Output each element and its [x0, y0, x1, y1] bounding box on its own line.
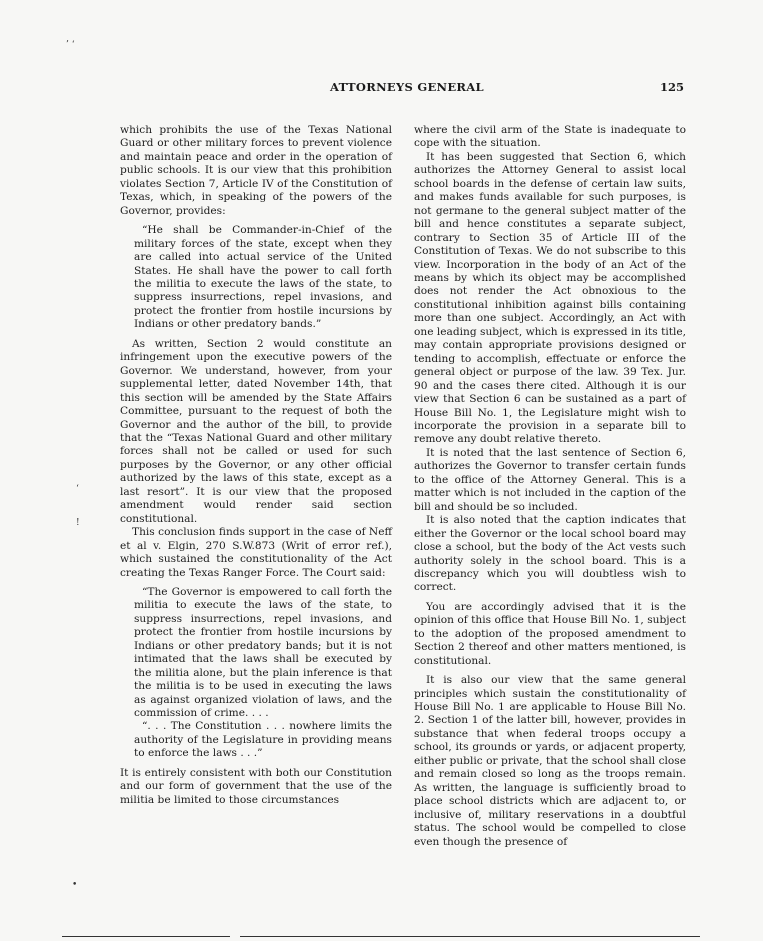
right-paragraph-4: It is also noted that the caption indicates that either the Governor or the local school board may close a school, but the body of the Act vests such authority solely in the school board. This is a discrepancy which you will doubtless wish to correct. [414, 514, 686, 594]
right-paragraph-3: It is noted that the last sentence of Section 6, authorizes the Governor to transfer certain funds to the office of the Attorney General. This is a matter which is not included in the caption of the bill and should be so included. [414, 446, 686, 513]
left-paragraph-4: It is entirely consistent with both our Constitution and our form of government that the use of the militia be limited to those circumstances [120, 766, 392, 806]
margin-mark-1: ‘ [76, 484, 79, 494]
corner-mark: ’ ‘ [66, 40, 75, 50]
left-column [120, 124, 392, 807]
margin-mark-2: ! [76, 518, 80, 528]
constitution-quote [134, 224, 392, 332]
right-paragraph-6: It is also our view that the same general principles which sustain the constitutionality of House Bill No. 1 are applicable to House Bill No. 2. Section 1 of the latter bill, however, provides in substance that when federal troops occupy a school, its grounds or yards, or adjacent property, either public or private, that the school shall close and remain closed so long as the troops remain. As written, the language is sufficiently broad to place school districts which are adjacent to, or inclusive of, military reservations in a doubtful status. The school would be compelled to close even though the presence of [414, 674, 686, 848]
left-paragraph-3: This conclusion finds support in the case of Neff et al v. Elgin, 270 S.W.873 (Writ of error ref.), which sustained the constitutionality of the Act creating the Texas Ranger Force. The Court said: [120, 526, 392, 579]
left-quote-1: “He shall be Commander-in-Chief of the military forces of the state, except when they are called into actual service of the United States. He shall have the power to call forth the militia to execute the laws of the state, to suppress insurrections, repel invasions, and protect the frontier from hostile incursions by Indians or other predatory bands.” [134, 224, 392, 331]
bottom-rule-left [62, 936, 230, 937]
margin-mark-3: • [72, 880, 78, 890]
left-paragraph-1: which prohibits the use of the Texas National Guard or other military forces to prevent violence and maintain peace and order in the operation of public schools. It is our view that this prohibition violates Section 7, Article IV of the Constitution of Texas, which, in speaking of the powers of the Governor, provides: [120, 124, 392, 217]
header-title: ATTORNEYS GENERAL [330, 80, 484, 94]
left-quote-3: “. . . The Constitution . . . nowhere limits the authority of the Legislature in providing means to enforce the laws . . .” [134, 720, 392, 760]
left-paragraph-2: As written, Section 2 would constitute an infringement upon the executive powers of the Governor. We understand, however, from your supplemental letter, dated November 14th, that this section will be amended by the State Affairs Committee, pursuant to the request of both the Governor and the author of the bill, to provide that the “Texas National Guard and other military forces shall not be called or used for such purposes by the Governor, or any other official authorized by the laws of this state, except as a last resort”. It is our view that the proposed amendment would render said section constitutional. [120, 337, 392, 525]
right-paragraph-2: It has been suggested that Section 6, which authorizes the Attorney General to assist local school boards in the defense of certain law suits, and makes funds available for such purposes, is not germane to the general subject matter of the bill and hence constitutes a separate subject, contrary to Section 35 of Article III of the Constitution of Texas. We do not subscribe to this view. Incorporation in the body of an Act of the means by which its object may be accomplished does not render the Act obnoxious to the constitutional inhibition against bills containing more than one subject. Accordingly, an Act with one leading subject, which is expressed in its title, may contain appropriate provisions designed or tending to accomplish, effectuate or enforce the general object or purpose of the law. 39 Tex. Jur. 90 and the cases there cited. Although it is our view that Section 6 can be sustained as a part of House Bill No. 1, the Legislature might wish to incorporate the provision in a separate bill to remove any doubt relative thereto. [414, 150, 686, 446]
bottom-rule-right [240, 936, 700, 937]
court-quote [134, 586, 392, 761]
page-number: 125 [660, 80, 685, 94]
right-paragraph-5: You are accordingly advised that it is the opinion of this office that House Bill No. 1, subject to the adoption of the proposed amendment to Section 2 thereof and other matters mentioned, is constitutional. [414, 600, 686, 667]
running-header [0, 80, 763, 96]
right-column [414, 124, 686, 849]
right-paragraph-1: where the civil arm of the State is inadequate to cope with the situation. [414, 124, 686, 150]
left-quote-2: “The Governor is empowered to call forth the militia to execute the laws of the state, to suppress insurrections, repel invasions, and protect the frontier from hostile incursions by Indians or other predatory bands; but it is not intimated that the laws shall be executed by the militia alone, but the plain inference is that the militia is to be used in executing the laws as against organized violation of laws, and the commission of crime. . . . [134, 585, 392, 720]
